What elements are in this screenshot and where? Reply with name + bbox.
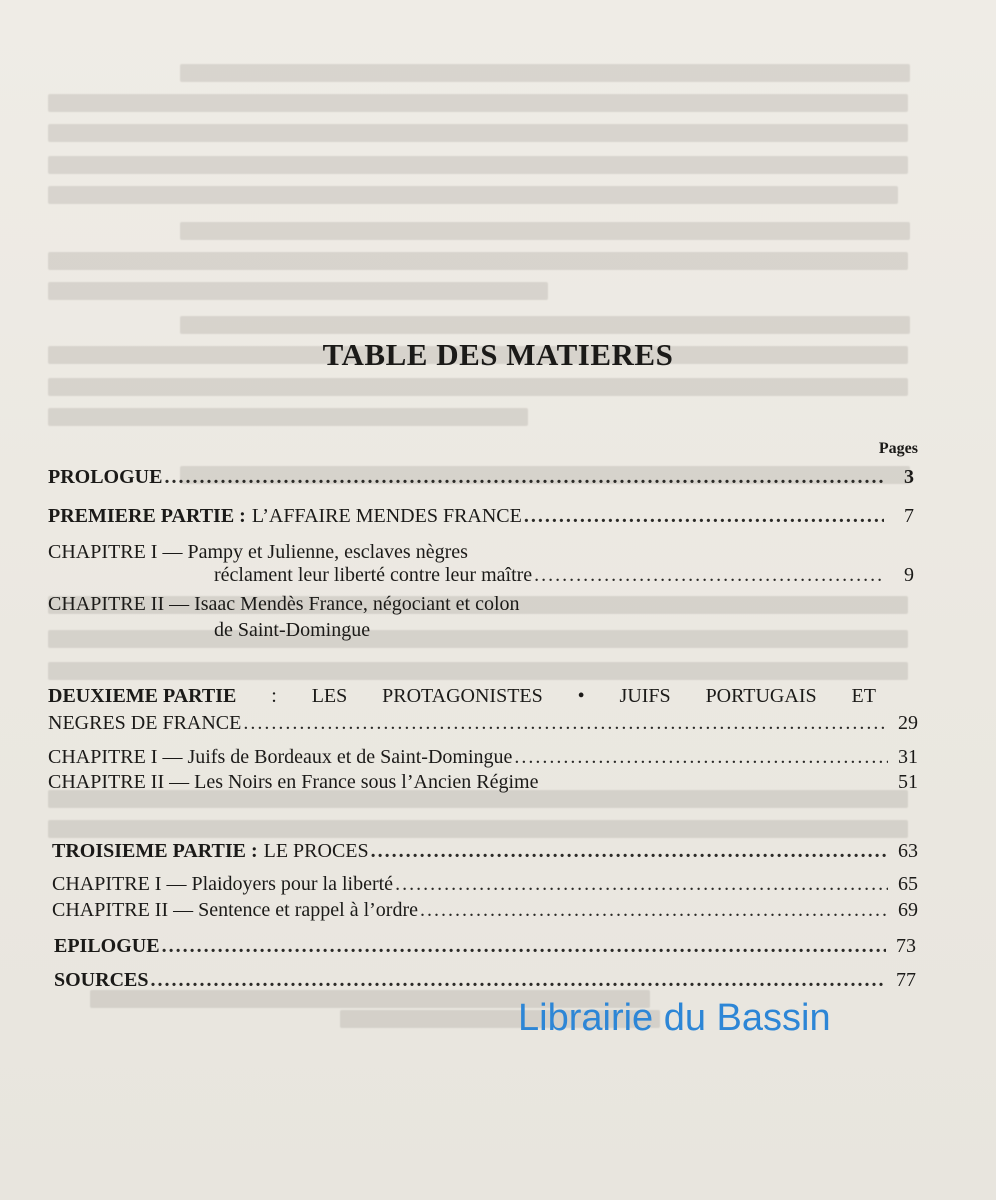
- toc-entry-chapter-1-2-heading[interactable]: CHAPITRE II — Isaac Mendès France, négociant et colon: [48, 593, 520, 615]
- toc-entry-label: NEGRES DE FRANCE: [48, 712, 242, 734]
- dot-leader: [524, 505, 884, 528]
- toc-entry-chapter-3-1[interactable]: [52, 873, 918, 896]
- toc-page-number: 31: [898, 746, 918, 768]
- dot-leader: [371, 840, 888, 863]
- toc-entry-part-1[interactable]: [48, 505, 914, 528]
- toc-entry-label: CHAPITRE I — Plaidoyers pour la liberté: [52, 873, 394, 895]
- dot-leader: [534, 564, 884, 587]
- toc-entry-label: réclament leur liberté contre leur maître: [214, 564, 533, 586]
- toc-page-number: 29: [898, 712, 918, 734]
- toc-page-number: 3: [904, 466, 914, 488]
- toc-entry-chapter-1-1[interactable]: [214, 564, 914, 587]
- toc-entry-label: SOURCES: [54, 969, 149, 991]
- dot-leader: [514, 746, 888, 769]
- dot-leader: [150, 969, 886, 992]
- toc-entry-label: EPILOGUE: [54, 935, 160, 957]
- dot-leader: [243, 712, 888, 735]
- toc-entry-part-2-heading[interactable]: [48, 685, 876, 708]
- toc-page-number: 73: [896, 935, 916, 957]
- toc-entry-label: LE PROCES: [263, 840, 369, 862]
- toc-entry-chapter-2-1[interactable]: [48, 746, 918, 769]
- toc-entry-word: ET: [851, 685, 876, 707]
- toc-title: TABLE DES MATIERES: [322, 337, 674, 372]
- toc-entry-chapter-1-2-continuation: de Saint-Domingue: [214, 619, 371, 641]
- bullet-separator: •: [577, 685, 585, 707]
- toc-entry-sources[interactable]: [54, 969, 916, 992]
- dot-leader: [420, 899, 888, 922]
- toc-entry-label: CHAPITRE II — Sentence et rappel à l’ordre: [52, 899, 418, 921]
- toc-entry-label-bold: PREMIERE PARTIE :: [48, 505, 246, 527]
- dot-leader: [162, 935, 886, 958]
- toc-entry-part-3[interactable]: [52, 840, 918, 863]
- toc-entry-word: PORTUGAIS: [705, 685, 817, 707]
- toc-entry-chapter-1-1-heading[interactable]: CHAPITRE I — Pampy et Julienne, esclaves nègres: [48, 541, 468, 563]
- toc-entry-label: L’AFFAIRE MENDES FRANCE: [251, 505, 522, 527]
- toc-entry-label: PROLOGUE: [48, 466, 163, 488]
- toc-entry-label-bold: TROISIEME PARTIE :: [52, 840, 258, 862]
- dot-leader: [164, 466, 884, 489]
- toc-entry-chapter-3-2[interactable]: [52, 899, 918, 922]
- bookseller-watermark: Librairie du Bassin: [518, 997, 831, 1039]
- pages-column-label: Pages: [878, 440, 918, 457]
- toc-entry-label: CHAPITRE I — Juifs de Bordeaux et de Saint-Domingue: [48, 746, 513, 768]
- toc-entry-chapter-2-2[interactable]: [48, 771, 918, 794]
- toc-page-number: 7: [904, 505, 914, 527]
- toc-entry-word: JUIFS: [619, 685, 671, 707]
- toc-entry-label: CHAPITRE II — Les Noirs en France sous l’Ancien Régime: [48, 771, 539, 793]
- toc-entry-label-bold: DEUXIEME PARTIE: [48, 685, 237, 707]
- toc-page-number: 69: [898, 899, 918, 921]
- dot-leader: [395, 873, 888, 896]
- toc-entry-word: :: [271, 685, 277, 707]
- toc-page-number: 63: [898, 840, 918, 862]
- toc-page-number: 9: [904, 564, 914, 586]
- toc-entry-epilogue[interactable]: [54, 935, 916, 958]
- toc-page-number: 51: [898, 771, 918, 793]
- toc-entry-word: LES: [311, 685, 348, 707]
- toc-page-number: 65: [898, 873, 918, 895]
- toc-entry-word: PROTAGONISTES: [382, 685, 543, 707]
- toc-entry-prologue[interactable]: [48, 466, 914, 489]
- toc-entry-part-2[interactable]: [48, 712, 918, 735]
- toc-page-number: 77: [896, 969, 916, 991]
